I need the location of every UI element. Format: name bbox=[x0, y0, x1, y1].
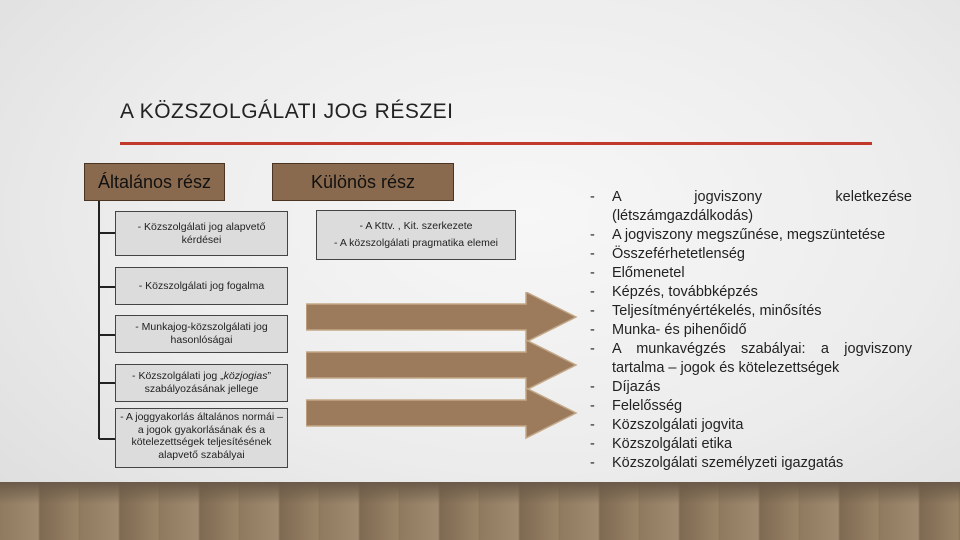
tree-branch bbox=[99, 438, 115, 440]
tree-branch bbox=[99, 334, 115, 336]
list-item: - Közszolgálati jogvita bbox=[590, 417, 744, 433]
list-item: - Közszolgálati személyzeti igazgatás bbox=[590, 455, 844, 471]
arrows-graphic bbox=[306, 292, 578, 472]
general-item-pre: - Közszolgálati jog „ bbox=[132, 370, 224, 383]
general-part-header: Általános rész bbox=[84, 163, 225, 201]
list-item: - Díjazás bbox=[590, 379, 661, 395]
topic-list bbox=[590, 188, 912, 473]
list-item: - Összeférhetetlenség bbox=[590, 246, 745, 262]
general-item-post: ” szabályozásának jellege bbox=[144, 370, 271, 395]
title-underline bbox=[120, 142, 872, 145]
right-arrow bbox=[306, 292, 576, 342]
general-item: - Közszolgálati jog fogalma bbox=[115, 267, 288, 305]
right-arrow bbox=[306, 340, 576, 390]
list-item: - Előmenetel bbox=[590, 265, 685, 281]
list-item: - A munkavégzés szabályai: a jogviszony tartalma – jogok és kötelezettségek bbox=[590, 341, 912, 376]
general-item: - Közszolgálati jog alapvető kérdései bbox=[115, 211, 288, 256]
list-item: - Felelősség bbox=[590, 398, 683, 414]
general-item: - Munkajog-közszolgálati jog hasonlóságai bbox=[115, 315, 288, 353]
slide-title: A KÖZSZOLGÁLATI JOG RÉSZEI bbox=[120, 100, 454, 123]
list-item: - Teljesítményértékelés, minősítés bbox=[590, 303, 822, 319]
general-item-italic: közjogias bbox=[223, 370, 268, 383]
tree-branch bbox=[99, 382, 115, 384]
tree-branch bbox=[99, 232, 115, 234]
list-item: - Munka- és pihenőidő bbox=[590, 322, 747, 338]
special-part-header: Különös rész bbox=[272, 163, 454, 201]
list-item: - Közszolgálati etika bbox=[590, 436, 733, 452]
list-item: - A jogviszony keletkezése (létszámgazdálkodás) bbox=[590, 189, 912, 224]
list-item: - Képzés, továbbképzés bbox=[590, 284, 758, 300]
special-part-line: - A közszolgálati pragmatika elemei bbox=[334, 237, 498, 249]
list-item: - A jogviszony megszűnése, megszüntetése bbox=[590, 227, 886, 243]
special-part-box bbox=[316, 210, 516, 260]
general-item bbox=[115, 364, 288, 402]
tree-connector-line bbox=[98, 201, 100, 439]
right-arrow bbox=[306, 388, 576, 438]
floor-background bbox=[0, 482, 960, 540]
general-item: - A joggyakorlás általános normái – a jogok gyakorlásának és a kötelezettségek teljesítésének alapvető szabályai bbox=[115, 408, 288, 468]
general-item-text bbox=[120, 370, 283, 395]
tree-branch bbox=[99, 286, 115, 288]
special-part-line: - A Kttv. , Kit. szerkezete bbox=[359, 220, 473, 233]
